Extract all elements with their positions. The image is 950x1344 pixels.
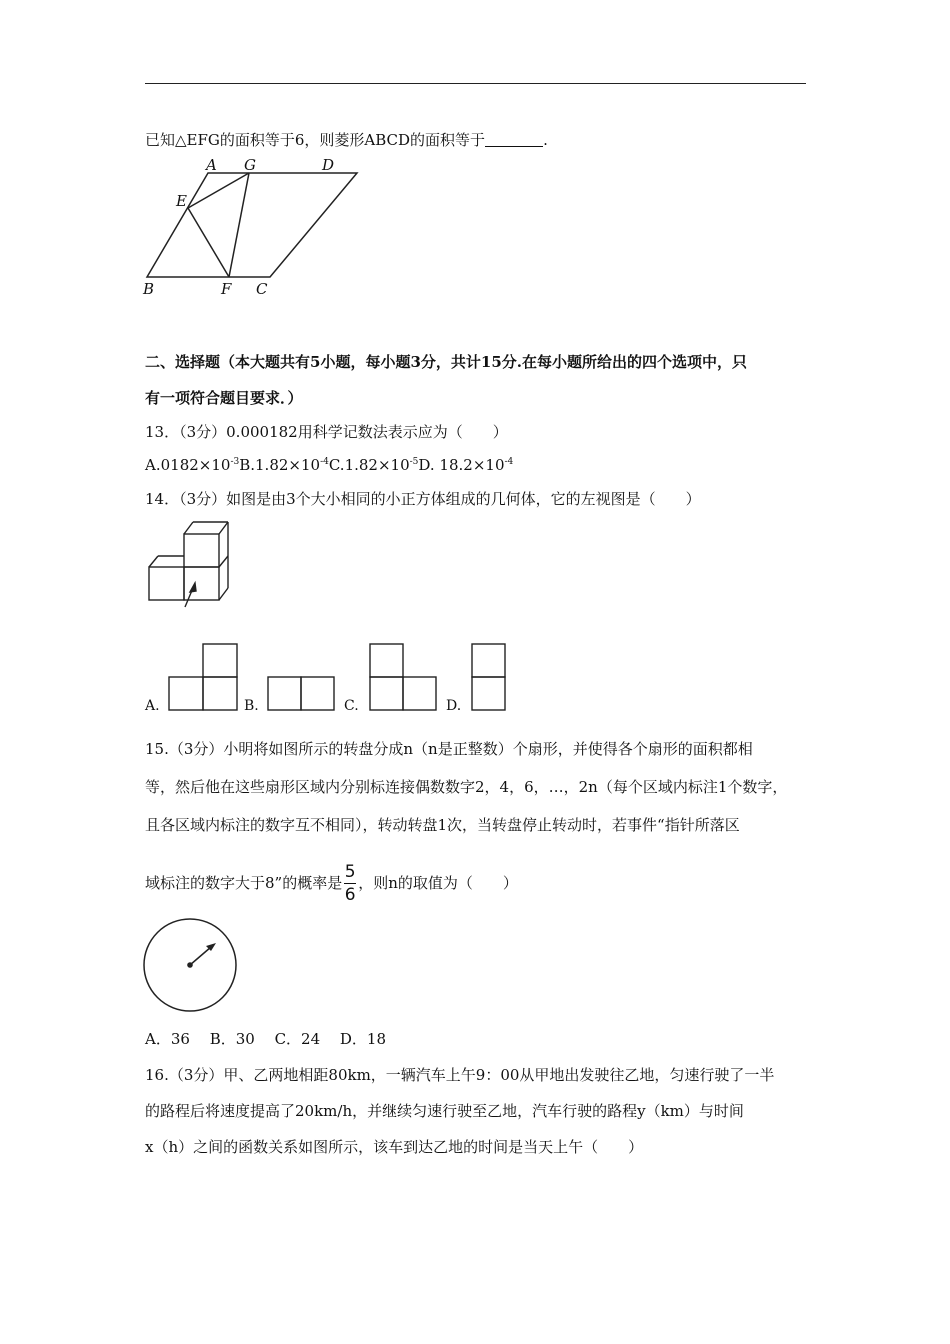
q13-option-d: D. 18.2×10 xyxy=(418,456,505,474)
q13-option-c: C.1.82×10 xyxy=(328,456,410,474)
q12-stem: 已知△EFG的面积等于6，则菱形ABCD的面积等于 xyxy=(145,131,486,149)
section2-heading-line2: 有一项符合题目要求．） xyxy=(145,389,303,407)
label-b: B xyxy=(143,280,155,298)
label-e: E xyxy=(176,192,187,210)
q13-stem: 13．（3分）0.000182用科学记数法表示应为（ ） xyxy=(145,423,508,441)
q13-exp-a: -3 xyxy=(230,457,240,467)
q15-line1: 15.（3分）小明将如图所示的转盘分成n（n是正整数）个扇形，并使得各个扇形的面积都相 xyxy=(145,740,753,758)
q14-option-d-label: D. xyxy=(446,698,462,714)
label-a: A xyxy=(206,156,217,174)
q13-exp-d: -4 xyxy=(504,457,514,467)
q16-line1: 16.（3分）甲、乙两地相距80km，一辆汽车上午9：00从甲地出发驶往乙地，匀速行驶了一半 xyxy=(145,1066,775,1084)
q15-line4-pre: 域标注的数字大于8”的概率是 xyxy=(145,874,343,892)
q15-options: A．36 B．30 C．24 D．18 xyxy=(145,1030,387,1048)
q15-line2: 等，然后他在这些扇形区域内分别标连接偶数数字2，4，6，…，2n（每个区域内标注1个数字， xyxy=(145,778,788,796)
q13-exp-c: -5 xyxy=(409,457,419,467)
q12-period: . xyxy=(543,131,548,149)
q13-option-b: B.1.82×10 xyxy=(239,456,321,474)
fraction-numerator: 5 xyxy=(344,861,356,882)
label-d: D xyxy=(322,156,335,174)
q13-exp-b: -4 xyxy=(320,457,329,467)
q15-line4-post: ，则n的取值为（ ） xyxy=(358,874,518,892)
q14-option-b-label: B. xyxy=(244,698,259,714)
q16-line2: 的路程后将速度提高了20km/h，并继续匀速行驶至乙地，汽车行驶的路程y（km）与时间 xyxy=(145,1102,744,1120)
fraction-denominator: 6 xyxy=(344,884,356,905)
q14-option-a-label: A. xyxy=(145,698,160,714)
q13-option-a: A.0182×10 xyxy=(145,456,231,474)
label-f: F xyxy=(221,280,232,298)
label-g: G xyxy=(244,156,256,174)
label-c: C xyxy=(256,280,268,298)
section2-heading-line1: 二、选择题（本大题共有5小题，每小题3分，共计15分.在每小题所给出的四个选项中，只 xyxy=(145,353,747,371)
q14-stem: 14．（3分）如图是由3个大小相同的小正方体组成的几何体，它的左视图是（ ） xyxy=(145,490,701,508)
q14-option-c-label: C. xyxy=(344,698,359,714)
q15-line3: 且各区域内标注的数字互不相同），转动转盘1次，当转盘停止转动时，若事件“指针所落区 xyxy=(145,816,740,834)
spinner-pointer xyxy=(190,947,211,965)
q16-line3: x（h）之间的函数关系如图所示，该车到达乙地的时间是当天上午（ ） xyxy=(145,1138,644,1156)
